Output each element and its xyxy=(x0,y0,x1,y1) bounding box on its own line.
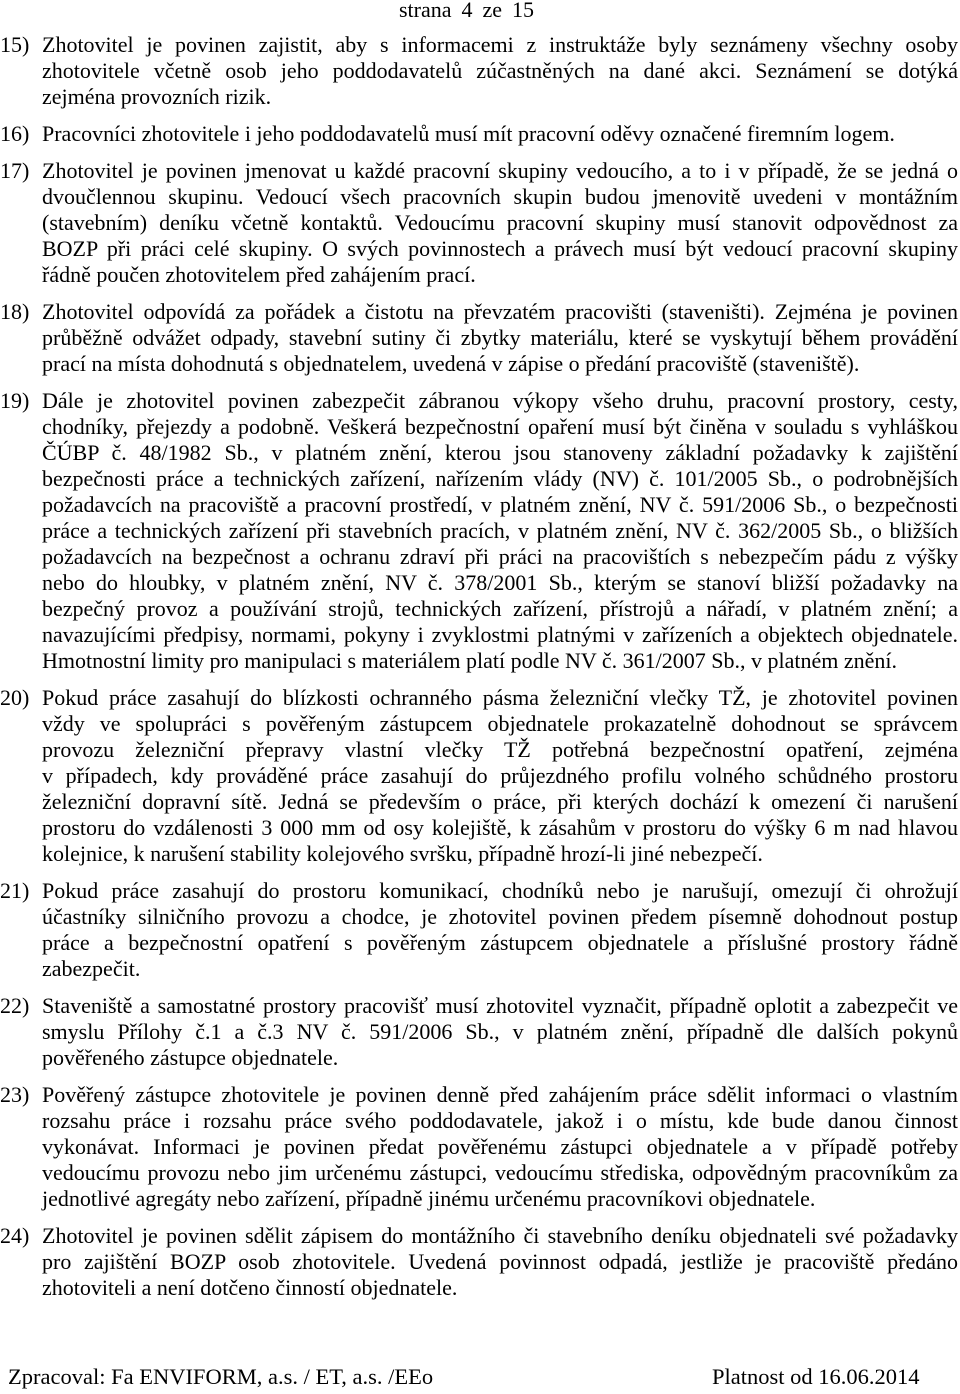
item-number: 23) xyxy=(0,1082,30,1107)
text-line: požadavcích na pracoviště a pracovní prostředí, v platném znění, NV č. 591/2006 Sb., o bezpečnosti xyxy=(42,492,958,517)
text-line: (stavebním) deníku včetně kontaktů. Vedoucímu pracovní skupiny musí stanovit odpovědnost za xyxy=(42,210,958,235)
text-line: zhotoviteli a není dotčeno činností objednatele. xyxy=(42,1275,458,1300)
text-line: Zhotovitel je povinen zajistit, aby s informacemi z instruktáže byly seznámeny všechny osoby xyxy=(42,32,958,57)
item-number: 18) xyxy=(0,299,30,324)
item-text xyxy=(42,299,958,377)
text-line: účastníky silničního provozu a chodce, je zhotovitel povinen předem písemně dohodnout postup xyxy=(42,904,958,929)
item-23 xyxy=(0,1082,958,1212)
text-line: ČÚBP č. 48/1982 Sb., v platném znění, kterou jsou stanoveny základní požadavky k zajištění xyxy=(42,440,958,465)
text-line: rozsahu práce i rozsahu práce svého poddodavatele, jakož i o místu, kde bude danou činnost xyxy=(42,1108,958,1133)
text-line: Zhotovitel je povinen sdělit zápisem do montážního či stavebního deníku objednateli své požadavky xyxy=(42,1223,958,1248)
item-20 xyxy=(0,685,958,867)
text-line: nebo do hloubky, v platném znění, NV č. 378/2001 Sb., kterým se stanoví bližší požadavky na xyxy=(42,570,958,595)
item-15 xyxy=(0,32,958,110)
item-text xyxy=(42,121,958,147)
text-line: chodníky, přejezdy a podobně. Veškerá bezpečnostní opaření musí být činěna v souladu s vyhláškou xyxy=(42,414,958,439)
text-line: vedoucímu provozu nebo jim určenému zástupci, vedoucímu střediska, odpovědným pracovníkům za xyxy=(42,1160,958,1185)
text-line: Pověřený zástupce zhotovitele je povinen denně před zahájením práce sdělit informaci o vlastním xyxy=(42,1082,958,1107)
item-17 xyxy=(0,158,958,288)
text-line: vykonávat. Informaci je povinen předat pověřenému zástupci objednatele a v případě potřeby xyxy=(42,1134,958,1159)
text-line: prací na místa dohodnutá s objednatelem, uvedená v zápise o předání pracoviště (staveniště). xyxy=(42,351,860,376)
text-line: pověřeného zástupce objednatele. xyxy=(42,1045,339,1070)
text-line: Staveniště a samostatné prostory pracovišť musí zhotovitel vyznačit, případně oplotit a zabezpečit ve xyxy=(42,993,958,1018)
text-line: zejména provozních rizik. xyxy=(42,84,272,109)
text-line: smyslu Přílohy č.1 a č.3 NV č. 591/2006 Sb., v platném znění, případně dle dalších pokynů xyxy=(42,1019,958,1044)
item-text xyxy=(42,878,958,982)
footer-prepared-by: Zpracoval: Fa ENVIFORM, a.s. / ET, a.s. /EEo xyxy=(8,1364,434,1389)
page-number-label: strana 4 ze 15 xyxy=(399,0,535,22)
item-text xyxy=(42,1223,958,1301)
text-line: práce a bezpečnostní opatření s pověřeným zástupcem objednatele a příslušné prostory řádně xyxy=(42,930,958,955)
text-line: Zhotovitel odpovídá za pořádek a čistotu na převzatém pracovišti (staveništi). Zejména je povinen xyxy=(42,299,958,324)
item-number: 20) xyxy=(0,685,30,710)
item-19 xyxy=(0,388,958,674)
item-text xyxy=(42,158,958,288)
item-text xyxy=(42,32,958,110)
text-line: Pracovníci zhotovitele i jeho poddodavatelů musí mít pracovní oděvy označené firemním logem. xyxy=(42,121,895,146)
item-text xyxy=(42,993,958,1071)
text-line: vždy ve spolupráci s pověřeným zástupcem objednatele prokazatelně dohodnout se správcem xyxy=(42,711,958,736)
text-line: Dále je zhotovitel povinen zabezpečit zábranou výkopy všeho druhu, pracovní prostory, cesty, xyxy=(42,388,958,413)
text-line: Zhotovitel je povinen jmenovat u každé pracovní skupiny vedoucího, a to i v případě, že se jedná o xyxy=(42,158,958,183)
item-number: 24) xyxy=(0,1223,30,1248)
item-24 xyxy=(0,1223,958,1301)
text-line: Hmotnostní limity pro manipulaci s materiálem platí podle NV č. 361/2007 Sb., v platném znění. xyxy=(42,648,898,673)
text-line: navazujícími předpisy, normami, pokyny i zvyklostmi platnými v zařízeních a objektech objednatele. xyxy=(42,622,958,647)
item-18 xyxy=(0,299,958,377)
text-line: prostoru do vzdálenosti 3 000 mm od osy kolejiště, k zásahům v prostoru do výšky 6 m nad hlavou xyxy=(42,815,958,840)
text-line: bezpečný provoz a používání strojů, technických zařízení, přístrojů a nářadí, v platném znění; a xyxy=(42,596,958,621)
text-line: Pokud práce zasahují do prostoru komunikací, chodníků nebo je narušují, omezují či ohrožují xyxy=(42,878,958,903)
item-text xyxy=(42,1082,958,1212)
item-21 xyxy=(0,878,958,982)
text-line: práce a technických zařízení při stavebních pracích, v platném znění, NV č. 362/2005 Sb., o bližších xyxy=(42,518,958,543)
text-line: zhotovitele včetně osob jeho poddodavatelů zúčastněných na dané akci. Seznámení se dotýká xyxy=(42,58,958,83)
text-line: jednotlivé agregáty nebo zařízení, případně jinému určenému pracovníkovi objednatele. xyxy=(42,1186,816,1211)
item-number: 21) xyxy=(0,878,30,903)
item-number: 16) xyxy=(0,121,30,146)
item-16 xyxy=(0,121,958,147)
text-line: řádně poučen zhotovitelem před zahájením prací. xyxy=(42,262,476,287)
item-number: 22) xyxy=(0,993,30,1018)
text-line: provozu železniční přepravy vlastní vlečky TŽ potřebná bezpečnostní opatření, zejména xyxy=(42,737,958,762)
text-line: průběžně odvážet odpady, stavební sutiny či zbytky materiálu, které se vyskytují během provádění xyxy=(42,325,958,350)
text-line: Pokud práce zasahují do blízkosti ochranného pásma železniční vlečky TŽ, je zhotovitel povinen xyxy=(42,685,958,710)
text-line: dvoučlennou skupinu. Vedoucí všech pracovních skupin budou jmenovitě uvedeni v montážním xyxy=(42,184,958,209)
item-text xyxy=(42,388,958,674)
text-line: BOZP při práci celé skupiny. O svých povinnostech a právech musí být vedoucí pracovní skupiny xyxy=(42,236,958,261)
text-line: pro zajištění BOZP osob zhotovitele. Uvedená povinnost odpadá, jestliže je pracoviště předáno xyxy=(42,1249,958,1274)
footer-valid-from: Platnost od 16.06.2014 xyxy=(712,1364,920,1389)
item-text xyxy=(42,685,958,867)
item-22 xyxy=(0,993,958,1071)
text-line: v případech, kdy prováděné práce zasahují do průjezdného profilu volného schůdného prostoru xyxy=(42,763,958,788)
text-line: bezpečnosti práce a technických zařízení, nařízením vlády (NV) č. 101/2005 Sb., o podrobnějších xyxy=(42,466,958,491)
text-line: zabezpečit. xyxy=(42,956,141,981)
item-number: 17) xyxy=(0,158,30,183)
item-number: 15) xyxy=(0,32,30,57)
text-line: požadavcích na bezpečnost a ochranu zdraví při práci na pracovištích s nebezpečím pádu z výšky xyxy=(42,544,958,569)
text-line: kolejnice, k narušení stability kolejového svršku, případně hrozí-li jiné nebezpečí. xyxy=(42,841,763,866)
item-number: 19) xyxy=(0,388,30,413)
document-body xyxy=(0,32,958,1301)
text-line: železniční dopravní sítě. Jedná se především o práce, při kterých dochází k omezení či narušení xyxy=(42,789,958,814)
